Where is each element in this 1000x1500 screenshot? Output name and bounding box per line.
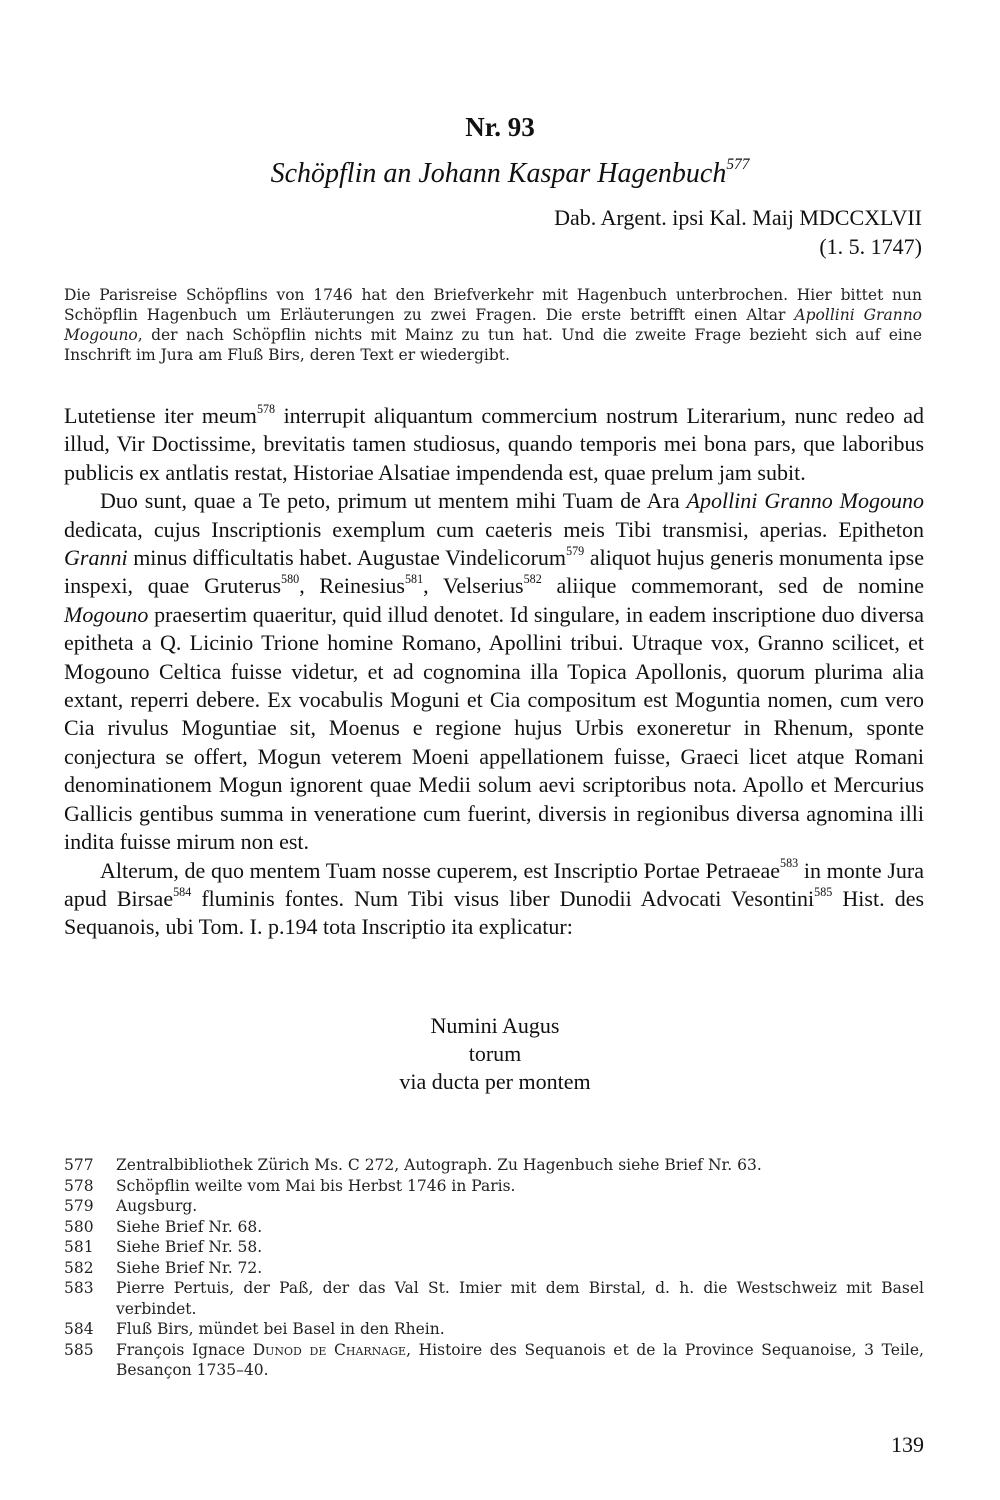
- footnote-number: 583: [64, 1279, 94, 1297]
- inscription-block: [0, 1012, 990, 1096]
- footnote-text: Siehe Brief Nr. 72.: [116, 1258, 263, 1277]
- text-run: Lutetiense iter meum: [64, 403, 257, 428]
- footnote: [64, 1196, 924, 1217]
- footnote-text: Schöpflin weilte vom Mai bis Herbst 1746 in Paris.: [116, 1176, 516, 1195]
- footnotes: [64, 1155, 924, 1381]
- summary-text: , der nach Schöpflin nichts mit Mainz zu tun hat. Und die zweite Frage bezieht sich auf eine Inschrift im Jura am Fluß Birs, deren Text er wiedergibt.: [64, 326, 922, 364]
- text-italic: Mogouno: [64, 601, 149, 627]
- summary-italic: Apollini Granno Mogouno: [64, 306, 923, 344]
- text-run: interrupit aliquantum commercium nostrum Literarium, nunc redeo ad illud, Vir Doctissime, brevitatis tamen studiosus, quando temporis mei bona pars, que laboribus publicis ex antlatis restat, Historiae Alsatiae impendenda est, quae prelum jam subit.: [64, 403, 925, 485]
- page-number: 139: [891, 1432, 924, 1457]
- footnote-ref: 583: [780, 856, 799, 871]
- summary-text: Die Parisreise Schöpflins von 1746 hat den Briefverkehr mit Hagenbuch unterbrochen. Hier bittet nun Schöpflin Hagenbuch um Erläuterungen zu zwei Fragen. Die erste betrifft einen Altar: [64, 286, 922, 324]
- footnote-number: 584: [64, 1320, 94, 1338]
- footnote-text: Pierre Pertuis, der Paß, der das Val St. Imier mit dem Birstal, d. h. die Westschweiz mit Basel verbindet.: [116, 1279, 924, 1318]
- text-italic: Apollini Granno Mogouno: [686, 488, 925, 514]
- footnote-ref: 578: [256, 401, 276, 416]
- footnote-text: Siehe Brief Nr. 68.: [116, 1217, 263, 1236]
- date-line: Dab. Argent. ipsi Kal. Maij MDCCXLVII: [554, 205, 922, 230]
- footnote: [64, 1155, 924, 1176]
- footnote-ref: 577: [726, 156, 750, 174]
- letter-title: [230, 158, 790, 190]
- author-name: Dunod de Charnage: [252, 1340, 407, 1359]
- footnote-number: 578: [64, 1176, 94, 1195]
- text-run: , Velserius: [423, 573, 524, 599]
- text-run: in monte Jura apud Birsae: [64, 857, 924, 911]
- text-run: minus difficultatis habet. Augustae Vindelicorum: [127, 545, 567, 571]
- footnote-number: 581: [64, 1238, 94, 1256]
- inscription-line: Numini Augus: [430, 1013, 560, 1038]
- letter-body: [64, 402, 924, 942]
- footnote-ref: 585: [814, 884, 833, 899]
- footnote: [64, 1176, 924, 1197]
- footnote-ref: 581: [404, 572, 424, 587]
- footnote-ref: 579: [566, 543, 585, 558]
- footnote-text: Fluß Birs, mündet bei Basel in den Rhein.: [116, 1320, 445, 1338]
- footnote-ref: 582: [523, 572, 542, 587]
- footnote-number: 577: [64, 1156, 94, 1174]
- footnote-text: Augsburg.: [116, 1197, 198, 1215]
- text-run: aliique commemorant, sed de nomine: [541, 573, 924, 599]
- letter-title-text: Schöpflin an Johann Kaspar Hagenbuch: [270, 158, 727, 189]
- text-run: , Histoire des Sequanois et de la Province Sequanoise, 3 Teile, Besançon 1735–40.: [116, 1340, 924, 1379]
- footnote: [64, 1217, 924, 1238]
- paragraph: [64, 857, 924, 942]
- text-run: aliquot hujus generis monumenta ipse inspexi, quae Gruterus: [64, 545, 924, 599]
- text-run: François Ignace: [116, 1340, 253, 1359]
- footnote-ref: 584: [173, 884, 192, 899]
- footnote-number: 585: [64, 1340, 94, 1359]
- inscription-line: via ducta per montem: [399, 1069, 591, 1094]
- text-run: , Reinesius: [299, 573, 405, 599]
- text-run: fluminis fontes. Num Tibi visus liber Dunodii Advocati Vesontini: [191, 885, 815, 911]
- text-run: Duo sunt, quae a Te peto, primum ut mentem mihi Tuam de Ara: [100, 488, 687, 514]
- footnote-ref: 580: [281, 572, 300, 587]
- footnote-text: Siehe Brief Nr. 58.: [116, 1238, 263, 1256]
- text-run: dedicata, cujus Inscriptionis exemplum cum caeteris meis Tibi transmisi, aperias. Epitheton: [64, 516, 924, 542]
- footnote: [64, 1319, 924, 1340]
- editorial-summary: [64, 285, 922, 365]
- text-italic: Granni: [64, 545, 128, 571]
- inscription-line: torum: [468, 1041, 522, 1066]
- footnote-text: [116, 1340, 924, 1381]
- footnote-number: 579: [64, 1197, 94, 1215]
- date-normalized: (1. 5. 1747): [819, 234, 922, 259]
- footnote: [64, 1258, 924, 1279]
- footnote: [64, 1237, 924, 1258]
- paragraph: [64, 402, 924, 487]
- text-run: Alterum, de quo mentem Tuam nosse cuperem, est Inscriptio Portae Petraeae: [100, 857, 781, 883]
- text-run: Hist. des Sequanois, ubi Tom. I. p.194 tota Inscriptio ita explicatur:: [64, 885, 925, 940]
- footnote: [64, 1340, 924, 1381]
- paragraph: [64, 487, 924, 856]
- text-run: praesertim quaeritur, quid illud denotet. Id singulare, in eadem inscriptione duo diversa epitheta a Q. Licinio Trione homine Romano, Apollini tribui. Utraque vox, Granno scilicet, et Mogouno Celtica fuisse videtur, et ad cognomina illa Topica Apollonis, quorum plurima alia extant, reperri debere. Ex vocabulis Moguni et Cia compositum est Moguntia nomen, cum vero Cia rivulus Moguntiae sit, Moenus e regione hujus Urbis exoneretur in Rhenum, sponte conjectura se offert, Mogun veterem Moeni appellationem fuisse, Graeci licet atque Romani denominationem Mogun ignorent quae Medii solum aevi scriptoribus nota. Apollo et Mercurius Gallicis gentibus summa in veneratione cum fuerint, diversis in regionibus diversa agnomina illi indita fuisse mirum non est.: [64, 601, 924, 855]
- letter-number: Nr. 93: [465, 112, 535, 142]
- footnote-number: 580: [64, 1217, 94, 1236]
- footnote: [64, 1278, 924, 1319]
- footnote-number: 582: [64, 1258, 94, 1277]
- footnote-text: Zentralbibliothek Zürich Ms. C 272, Autograph. Zu Hagenbuch siehe Brief Nr. 63.: [116, 1156, 762, 1174]
